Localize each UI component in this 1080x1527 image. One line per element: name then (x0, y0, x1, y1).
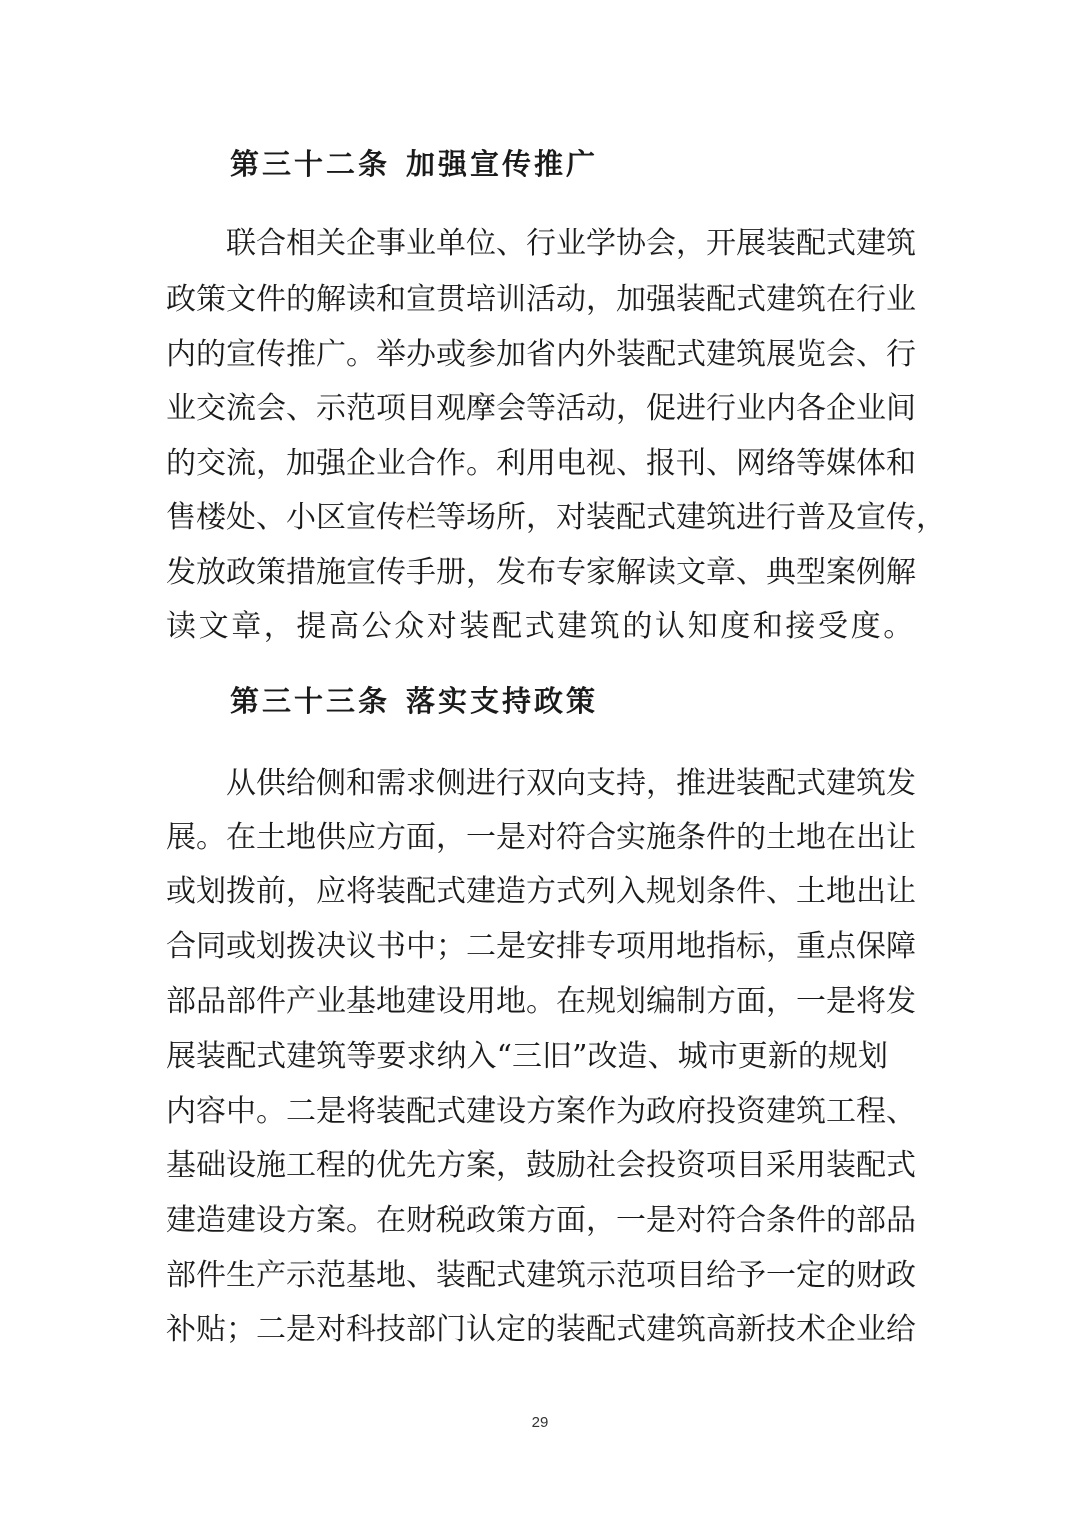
article-32-title: 加强宣传推广 (406, 147, 599, 181)
paragraph-line: 部品部件产业基地建设用地。在规划编制方面，一是将发 (166, 984, 916, 1019)
paragraph-line: 展。在土地供应方面，一是对符合实施条件的土地在出让 (166, 820, 916, 855)
paragraph-line: 合同或划拨决议书中；二是安排专项用地指标，重点保障 (166, 929, 916, 964)
paragraph-line: 或划拨前，应将装配式建造方式列入规划条件、土地出让 (166, 874, 916, 909)
paragraph-line: 内的宣传推广。举办或参加省内外装配式建筑展览会、行 (166, 337, 916, 372)
article-32-heading (230, 142, 598, 183)
paragraph-line: 业交流会、示范项目观摩会等活动，促进行业内各企业间 (166, 391, 916, 426)
paragraph-line: 从供给侧和需求侧进行双向支持，推进装配式建筑发 (226, 766, 916, 801)
page-number: 29 (531, 1414, 549, 1431)
paragraph-line: 政策文件的解读和宣贯培训活动，加强装配式建筑在行业 (166, 282, 916, 317)
article-33-heading (230, 679, 598, 720)
article-33-number: 第三十三条 (230, 684, 391, 718)
paragraph-line: 联合相关企事业单位、行业学协会，开展装配式建筑 (226, 226, 916, 261)
paragraph-line: 售楼处、小区宣传栏等场所，对装配式建筑进行普及宣传， (166, 500, 946, 535)
paragraph-line: 读文章，提高公众对装配式建筑的认知度和接受度。 (166, 609, 916, 644)
paragraph-line: 的交流，加强企业合作。利用电视、报刊、网络等媒体和 (166, 446, 916, 481)
paragraph-line: 展装配式建筑等要求纳入“三旧”改造、城市更新的规划 (166, 1039, 888, 1074)
article-32-number: 第三十二条 (230, 147, 391, 181)
paragraph-line: 建造建设方案。在财税政策方面，一是对符合条件的部品 (166, 1203, 916, 1238)
paragraph-line: 部件生产示范基地、装配式建筑示范项目给予一定的财政 (166, 1258, 916, 1293)
article-33-title: 落实支持政策 (406, 684, 599, 718)
paragraph-line: 内容中。二是将装配式建设方案作为政府投资建筑工程、 (166, 1094, 916, 1129)
paragraph-line: 补贴；二是对科技部门认定的装配式建筑高新技术企业给 (166, 1312, 916, 1347)
paragraph-line: 发放政策措施宣传手册，发布专家解读文章、典型案例解 (166, 555, 916, 590)
paragraph-line: 基础设施工程的优先方案，鼓励社会投资项目采用装配式 (166, 1148, 916, 1183)
